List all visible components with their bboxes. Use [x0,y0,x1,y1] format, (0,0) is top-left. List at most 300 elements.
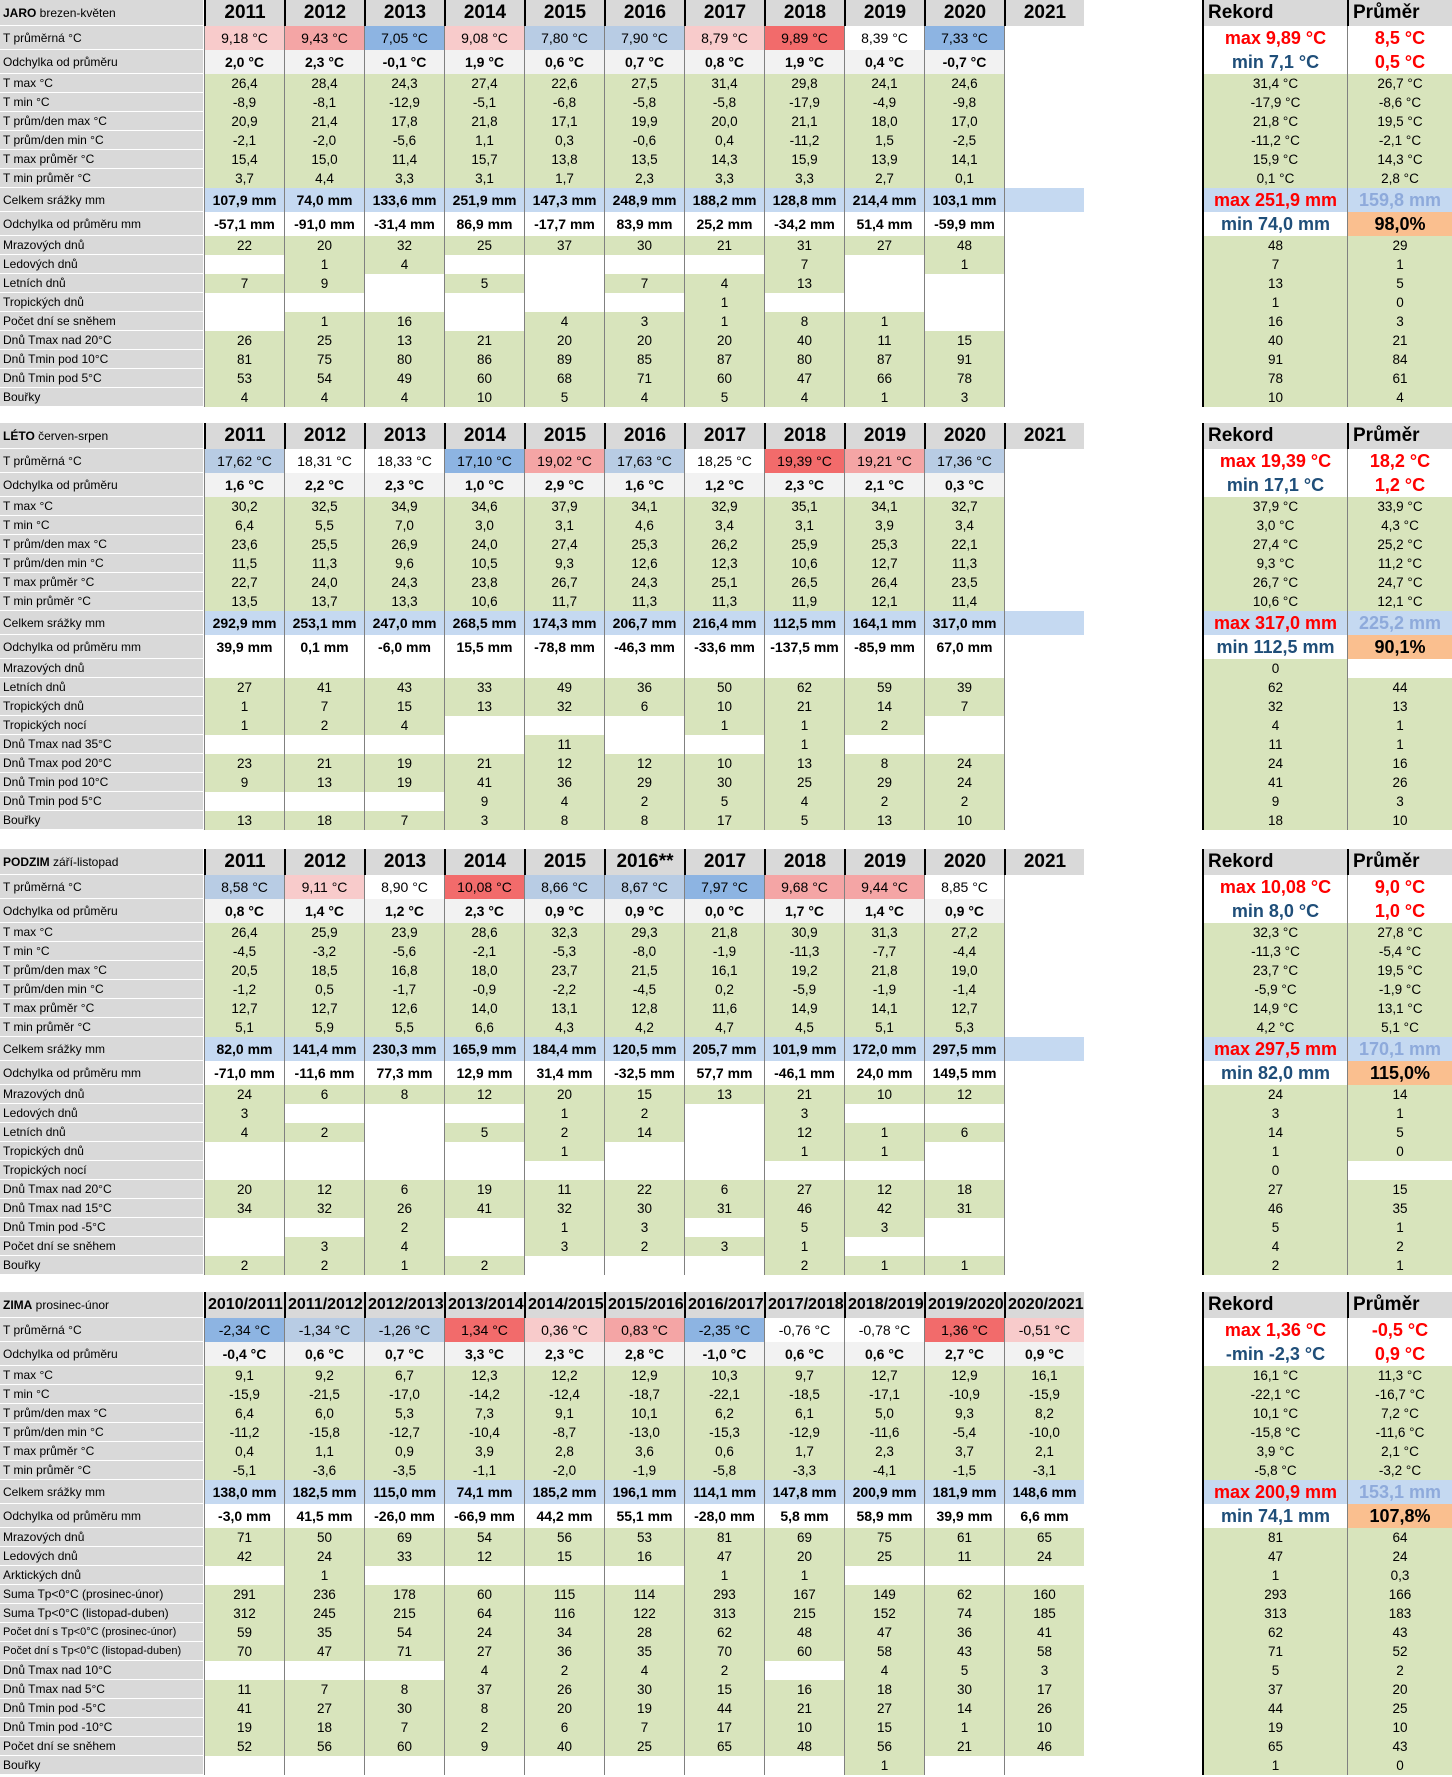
data-row [0,1566,1452,1585]
value-cell: 2,1 [1004,1442,1084,1461]
prumer-cell: 153,1 mm [1347,1480,1452,1504]
value-cell: 0,7 °C [604,50,684,74]
value-cell [1004,697,1084,716]
value-cell: 185,2 mm [524,1480,604,1504]
value-cell: 49 [364,369,444,388]
row-label: Dnů Tmax nad 5°C [0,1680,203,1699]
value-cell: -11,3 [764,942,844,961]
season-title [0,1292,203,1318]
value-cell: 24,6 [924,74,1004,93]
year-header: 2016** [604,849,684,875]
value-cell: 1 [284,312,364,331]
prumer-cell: 9,0 °C [1347,875,1452,899]
row-label: T min průměr °C [0,1461,203,1480]
rekord-cell: max 10,08 °C [1202,875,1347,899]
data-row [0,188,1452,212]
value-cell: 35,1 [764,497,844,516]
value-cell [204,1161,284,1180]
value-cell: 29,8 [764,74,844,93]
value-cell: 4,7 [684,1018,764,1037]
value-cell: 215 [764,1604,844,1623]
value-cell [604,293,684,312]
value-cell [604,1161,684,1180]
value-cell: 2 [604,1104,684,1123]
value-cell [1004,1037,1084,1061]
value-cell [1004,535,1084,554]
data-row [0,716,1452,735]
value-cell: -3,3 [764,1461,844,1480]
value-cell: 58 [1004,1642,1084,1661]
value-cell: 10,08 °C [444,875,524,899]
value-cell: 6 [924,1123,1004,1142]
value-cell: 27,4 [524,535,604,554]
prumer-cell: 10 [1347,1718,1452,1737]
data-row [0,274,1452,293]
value-cell: -0,76 °C [764,1318,844,1342]
value-cell: 8 [844,754,924,773]
data-row [0,1442,1452,1461]
prumer-cell: 14 [1347,1085,1452,1104]
value-cell: 16,8 [364,961,444,980]
data-row [0,93,1452,112]
year-header: 2013 [364,423,444,449]
value-cell [1004,497,1084,516]
data-row [0,1385,1452,1404]
rekord-cell: 4 [1202,716,1347,735]
value-cell: 0,5 [284,980,364,999]
value-cell [1004,1161,1084,1180]
row-label: Suma Tp<0°C (listopad-duben) [0,1604,203,1623]
value-cell: 56 [524,1528,604,1547]
value-cell: 74,1 mm [444,1480,524,1504]
value-cell: 40 [524,1737,604,1756]
value-cell: 0,7 °C [364,1342,444,1366]
value-cell [684,659,764,678]
year-header: 2013 [364,849,444,875]
prumer-cell: 0 [1347,1756,1452,1775]
prumer-cell: 1 [1347,1218,1452,1237]
value-cell: 80 [764,350,844,369]
rekord-cell: -11,2 °C [1202,131,1347,150]
rekord-cell: max 317,0 mm [1202,611,1347,635]
value-cell: -1,5 [924,1461,1004,1480]
value-cell: -11,6 mm [284,1061,364,1085]
value-cell: -0,4 °C [204,1342,284,1366]
value-cell: 2 [524,1123,604,1142]
value-cell: 36 [924,1623,1004,1642]
value-cell: 13,3 [364,592,444,611]
value-cell: 30,9 [764,923,844,942]
value-cell: 6 [604,697,684,716]
data-row [0,1037,1452,1061]
value-cell: 16 [364,312,444,331]
value-cell: 9 [284,274,364,293]
value-cell: 3,3 °C [444,1342,524,1366]
value-cell: 28,4 [284,74,364,93]
row-label: Dnů Tmin pod 10°C [0,773,203,792]
prumer-cell: 4 [1347,388,1452,407]
season-header-row [0,423,1452,449]
data-row [0,26,1452,50]
value-cell: 2 [284,1256,364,1275]
value-cell: 6,1 [764,1404,844,1423]
value-cell [764,1161,844,1180]
prumer-cell: 0 [1347,1142,1452,1161]
value-cell: 11,7 [524,592,604,611]
value-cell: -1,2 [204,980,284,999]
value-cell: 0,3 [524,131,604,150]
value-cell [364,1123,444,1142]
value-cell: 46 [764,1199,844,1218]
value-cell: 10,6 [764,554,844,573]
value-cell [604,1756,684,1775]
value-cell: 6,6 mm [1004,1504,1084,1528]
value-cell: 65 [1004,1528,1084,1547]
value-cell: 149 [844,1585,924,1604]
rekord-cell: -22,1 °C [1202,1385,1347,1404]
row-label: T min °C [0,942,203,961]
prumer-header: Průměr [1347,849,1452,875]
value-cell: 9 [444,792,524,811]
prumer-cell: 90,1% [1347,635,1452,659]
value-cell [524,716,604,735]
value-cell: 1 [524,1142,604,1161]
data-row [0,1366,1452,1385]
prumer-cell: 13 [1347,697,1452,716]
value-cell [924,312,1004,331]
rekord-cell: 19 [1202,1718,1347,1737]
season-months: září-listopad [49,855,119,869]
value-cell [1004,188,1084,212]
rekord-cell: 31,4 °C [1202,74,1347,93]
value-cell: 6 [524,1718,604,1737]
data-row [0,112,1452,131]
value-cell: 25 [604,1737,684,1756]
value-cell: 74 [924,1604,1004,1623]
value-cell: 26 [364,1199,444,1218]
value-cell: 1 [924,255,1004,274]
value-cell: -15,9 [204,1385,284,1404]
value-cell: 1 [684,293,764,312]
value-cell: 103,1 mm [924,188,1004,212]
year-header: 2018 [764,849,844,875]
data-row [0,999,1452,1018]
value-cell: 2,8 °C [604,1342,684,1366]
value-cell: 3,9 [844,516,924,535]
value-cell: 147,8 mm [764,1480,844,1504]
data-row [0,1318,1452,1342]
value-cell [1004,255,1084,274]
value-cell [924,1104,1004,1123]
value-cell: 25,3 [844,535,924,554]
value-cell: 25,9 [284,923,364,942]
value-cell [204,659,284,678]
value-cell: 8 [524,811,604,830]
value-cell: 2,3 °C [444,899,524,923]
prumer-cell: 1 [1347,735,1452,754]
value-cell [204,1218,284,1237]
rekord-cell: 46 [1202,1199,1347,1218]
value-cell: 8 [604,811,684,830]
value-cell: 36 [524,773,604,792]
value-cell: 2,3 °C [764,473,844,497]
value-cell: 1 [284,255,364,274]
prumer-cell: 2,1 °C [1347,1442,1452,1461]
year-header: 2013 [364,0,444,26]
value-cell [364,735,444,754]
value-cell: -5,9 [764,980,844,999]
value-cell [604,1142,684,1161]
prumer-cell: 16 [1347,754,1452,773]
value-cell [844,659,924,678]
value-cell: 16,1 [684,961,764,980]
value-cell: 21,5 [604,961,684,980]
value-cell: 22 [604,1180,684,1199]
value-cell [1004,312,1084,331]
value-cell: 167 [764,1585,844,1604]
value-cell: 9,3 [924,1404,1004,1423]
value-cell: 69 [364,1528,444,1547]
value-cell: 5,3 [364,1404,444,1423]
rekord-cell: max 251,9 mm [1202,188,1347,212]
value-cell: 15 [924,331,1004,350]
row-label: Dnů Tmin pod -5°C [0,1218,203,1237]
value-cell [524,293,604,312]
value-cell: 26,9 [364,535,444,554]
value-cell: 0,83 °C [604,1318,684,1342]
value-cell: 25 [444,236,524,255]
value-cell [684,1104,764,1123]
value-cell: 236 [284,1585,364,1604]
value-cell: 27 [204,678,284,697]
row-label: T max °C [0,923,203,942]
prumer-cell: -3,2 °C [1347,1461,1452,1480]
value-cell: 4 [284,388,364,407]
prumer-cell: 84 [1347,350,1452,369]
value-cell: 1 [764,1237,844,1256]
value-cell [1004,26,1084,50]
value-cell: -3,0 mm [204,1504,284,1528]
value-cell: 87 [844,350,924,369]
value-cell: 293 [684,1585,764,1604]
rekord-cell: 9 [1202,792,1347,811]
rekord-cell: 10,6 °C [1202,592,1347,611]
prumer-cell: 159,8 mm [1347,188,1452,212]
prumer-cell: 0,5 °C [1347,50,1452,74]
value-cell: 31,3 [844,923,924,942]
rekord-cell: 81 [1202,1528,1347,1547]
value-cell: 1 [764,1566,844,1585]
value-cell: 247,0 mm [364,611,444,635]
value-cell: -9,8 [924,93,1004,112]
prumer-cell: -2,1 °C [1347,131,1452,150]
value-cell: 58 [844,1642,924,1661]
rekord-cell: 24 [1202,1085,1347,1104]
value-cell: 1,4 °C [284,899,364,923]
year-header: 2020 [924,0,1004,26]
year-header: 2011 [204,849,284,875]
value-cell: 60 [444,369,524,388]
data-row [0,735,1452,754]
prumer-cell: 33,9 °C [1347,497,1452,516]
rekord-cell: -11,3 °C [1202,942,1347,961]
value-cell: 18 [924,1180,1004,1199]
value-cell: 29 [844,773,924,792]
value-cell: 19 [604,1699,684,1718]
value-cell: 21 [444,331,524,350]
value-cell [364,792,444,811]
row-label: T max průměr °C [0,999,203,1018]
value-cell: 19 [204,1718,284,1737]
value-cell: -5,4 [924,1423,1004,1442]
value-cell: 0,9 [364,1442,444,1461]
rekord-cell: 44 [1202,1699,1347,1718]
value-cell: 27 [284,1699,364,1718]
value-cell: 30 [604,1199,684,1218]
value-cell [444,735,524,754]
year-header: 2016 [604,0,684,26]
value-cell [204,293,284,312]
prumer-cell: 1 [1347,716,1452,735]
value-cell: 10,3 [684,1366,764,1385]
prumer-cell: -5,4 °C [1347,942,1452,961]
value-cell: 4 [524,312,604,331]
row-label: T prům/den min °C [0,1423,203,1442]
prumer-cell [1347,659,1452,678]
value-cell: 19,02 °C [524,449,604,473]
value-cell: 160 [1004,1585,1084,1604]
row-label: Mrazových dnů [0,236,203,255]
value-cell: 30 [604,236,684,255]
value-cell: 3 [604,1218,684,1237]
rekord-cell: 62 [1202,1623,1347,1642]
data-row [0,1699,1452,1718]
value-cell: -57,1 mm [204,212,284,236]
value-cell: 16 [764,1680,844,1699]
data-row [0,573,1452,592]
value-cell: 12,6 [364,999,444,1018]
rekord-cell: 7 [1202,255,1347,274]
value-cell [1004,112,1084,131]
rekord-cell: 1 [1202,1142,1347,1161]
value-cell: -4,4 [924,942,1004,961]
data-row [0,611,1452,635]
value-cell: 18,0 [444,961,524,980]
value-cell: 5 [444,1123,524,1142]
value-cell: -2,34 °C [204,1318,284,1342]
value-cell: 40 [764,331,844,350]
value-cell: 5,1 [844,1018,924,1037]
data-row [0,236,1452,255]
value-cell: -10,9 [924,1385,1004,1404]
rekord-cell: 32,3 °C [1202,923,1347,942]
value-cell: 11,4 [364,150,444,169]
value-cell: -10,0 [1004,1423,1084,1442]
value-cell: 8 [444,1699,524,1718]
value-cell: 16 [604,1547,684,1566]
value-cell: 10,1 [604,1404,684,1423]
value-cell: 2 [524,1661,604,1680]
rekord-cell: 293 [1202,1585,1347,1604]
value-cell: 32 [524,697,604,716]
data-row [0,1423,1452,1442]
value-cell: -26,0 mm [364,1504,444,1528]
value-cell: 34,1 [844,497,924,516]
value-cell: -2,0 [284,131,364,150]
value-cell: 5 [444,274,524,293]
rekord-cell: max 1,36 °C [1202,1318,1347,1342]
year-header: 2021 [1004,0,1084,26]
row-label: T prům/den min °C [0,554,203,573]
year-header: 2017 [684,849,764,875]
value-cell: 4 [764,792,844,811]
value-cell: -1,9 [604,1461,684,1480]
value-cell [364,1142,444,1161]
value-cell: 12 [524,754,604,773]
value-cell: -8,0 [604,942,684,961]
prumer-cell: 4,3 °C [1347,516,1452,535]
value-cell: -22,1 [684,1385,764,1404]
value-cell [284,1661,364,1680]
value-cell: 248,9 mm [604,188,684,212]
value-cell: 0,1 mm [284,635,364,659]
year-header: 2020 [924,423,1004,449]
value-cell [1004,1104,1084,1123]
value-cell [1004,923,1084,942]
value-cell: 48 [764,1623,844,1642]
value-cell: -17,0 [364,1385,444,1404]
value-cell: 9,7 [764,1366,844,1385]
value-cell: 34,1 [604,497,684,516]
prumer-cell: 183 [1347,1604,1452,1623]
value-cell [1004,875,1084,899]
value-cell: -12,9 [364,93,444,112]
value-cell: 2 [924,792,1004,811]
prumer-cell: -16,7 °C [1347,1385,1452,1404]
value-cell: 5,1 [204,1018,284,1037]
value-cell: 200,9 mm [844,1480,924,1504]
value-cell [1004,293,1084,312]
value-cell: 18 [844,1680,924,1699]
value-cell: 184,4 mm [524,1037,604,1061]
season-title [0,0,203,26]
row-label: T max °C [0,74,203,93]
prumer-cell: 14,3 °C [1347,150,1452,169]
rekord-cell: 78 [1202,369,1347,388]
value-cell: 0,4 [684,131,764,150]
rekord-cell: 0,1 °C [1202,169,1347,188]
value-cell [444,1218,524,1237]
data-row [0,1461,1452,1480]
value-cell: 22,7 [204,573,284,592]
value-cell: 25 [764,773,844,792]
value-cell: 35 [284,1623,364,1642]
value-cell: 2 [604,792,684,811]
value-cell: 3,7 [204,169,284,188]
value-cell: 3 [844,1218,924,1237]
row-label: Letních dnů [0,274,203,293]
value-cell [1004,678,1084,697]
value-cell: 6 [364,1180,444,1199]
value-cell: 13 [764,754,844,773]
value-cell: 14,0 [444,999,524,1018]
data-row [0,1718,1452,1737]
value-cell: 0,4 °C [844,50,924,74]
value-cell: 13,1 [524,999,604,1018]
value-cell [1004,473,1084,497]
value-cell: 4,2 [604,1018,684,1037]
value-cell [604,735,684,754]
